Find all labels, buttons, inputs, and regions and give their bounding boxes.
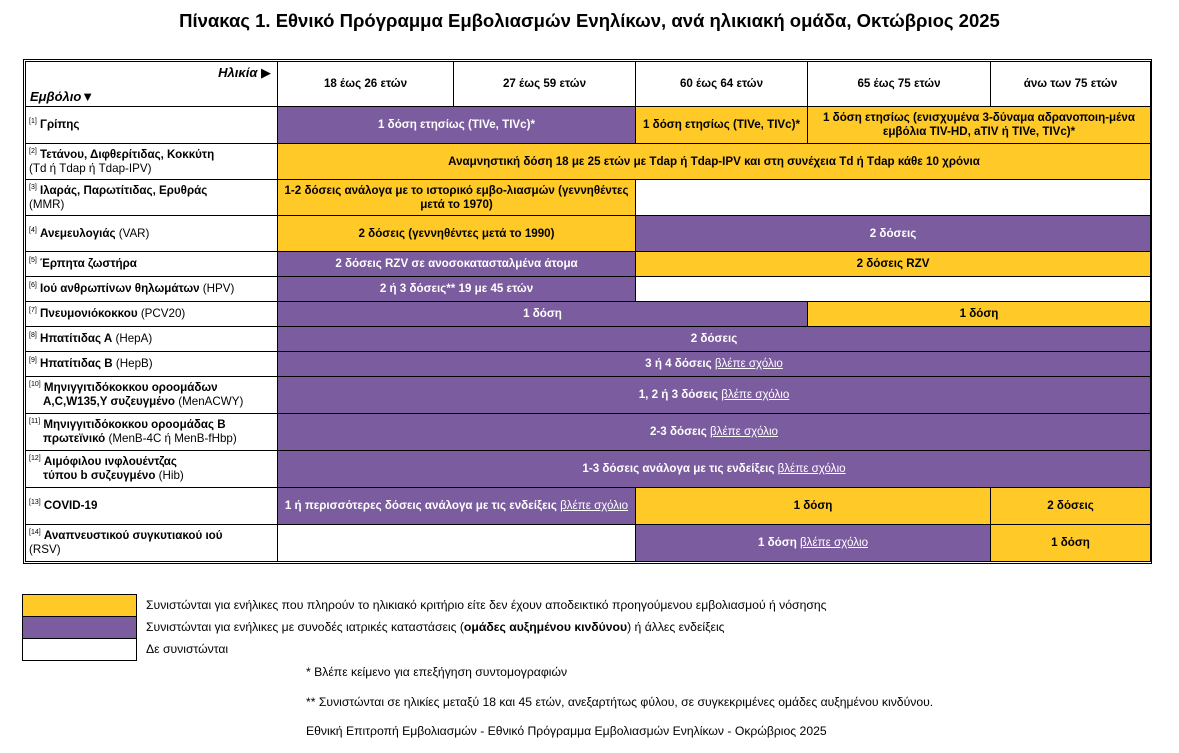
vaccine-name: Γρίπης <box>40 118 80 131</box>
see-comment-link[interactable]: βλέπε σχόλιο <box>560 499 629 512</box>
dose-text: 1 δόση <box>1051 536 1090 549</box>
reference-number: [12] <box>29 455 41 463</box>
schedule-cell <box>636 277 1151 302</box>
dose-text: 2 δόσεις <box>869 226 917 240</box>
schedule-cell <box>278 327 1151 352</box>
vaccine-abbreviation: (HepA) <box>115 332 153 345</box>
vaccination-schedule-table <box>25 61 1151 562</box>
dose-text: 2 δόσεις <box>1047 499 1094 512</box>
vaccine-row <box>26 144 1151 180</box>
reference-number: [1] <box>29 118 37 126</box>
vaccine-name-cell <box>26 377 278 414</box>
schedule-cell <box>636 252 1151 277</box>
schedule-cell <box>808 107 1151 144</box>
age-group-header: 65 έως 75 ετών <box>808 62 991 107</box>
vaccine-abbreviation: (Hib) <box>158 469 184 482</box>
schedule-cell <box>636 107 808 144</box>
schedule-cell <box>278 488 636 525</box>
vaccine-name: Ηπατίτιδας Α <box>40 332 113 345</box>
vaccine-name-cell <box>26 180 278 216</box>
schedule-cell <box>278 180 636 216</box>
dose-text: 2 δόσεις RZV σε ανοσοκατασταλμένα άτομα <box>335 257 578 270</box>
vaccine-name-cell <box>26 252 278 277</box>
vaccine-name: Ιλαράς, Παρωτίτιδας, Ερυθράς <box>40 183 208 197</box>
reference-number: [5] <box>29 257 37 265</box>
see-comment-link[interactable]: βλέπε σχόλιο <box>710 425 778 438</box>
schedule-cell <box>991 488 1151 525</box>
dose-text: 2 δόσεις <box>690 332 738 345</box>
reference-number: [6] <box>29 282 37 290</box>
schedule-cell <box>808 302 1151 327</box>
vaccine-row <box>26 327 1151 352</box>
vaccine-name-cell <box>26 451 278 488</box>
note-hpv: ** Συνιστώνται σε ηλικίες μεταξύ 18 και 45 ετών, ανεξαρτήτως φύλου, σε συγκεκριμένες ομάδες αυξημένου κινδύνου. <box>306 695 934 709</box>
reference-number: [10] <box>29 381 41 389</box>
vaccine-name: Αιμόφιλου ινφλουέντζας <box>43 455 177 468</box>
vaccine-name: Αναπνευστικού συγκυτιακού ιού <box>43 529 223 542</box>
legend-swatch-yellow <box>23 595 137 617</box>
vaccine-row <box>26 377 1151 414</box>
dose-text: 1 δόση <box>523 307 562 320</box>
schedule-cell <box>278 525 636 562</box>
see-comment-link[interactable]: βλέπε σχόλιο <box>721 388 790 401</box>
schedule-cell <box>278 451 1151 488</box>
vaccine-name-cell <box>26 488 278 525</box>
dose-text: 1-2 δόσεις ανάλογα με το ιστορικό εμβο-λιασμών (γεννηθέντες μετά το 1970) <box>284 183 629 211</box>
dose-text: 1-3 δόσεις ανάλογα με τις ενδείξεις <box>582 462 775 475</box>
vaccine-abbreviation: (VAR) <box>118 226 150 240</box>
schedule-cell <box>278 352 1151 377</box>
vaccine-abbreviation: (MenB-4C ή MenB-fHbp) <box>108 432 237 445</box>
reference-number: [11] <box>29 418 41 426</box>
vaccine-name-cont: τύπου b συζευγμένο <box>43 469 156 482</box>
vaccine-name: Ιού ανθρωπίνων θηλωμάτων <box>40 282 200 295</box>
vaccine-row <box>26 414 1151 451</box>
dose-text: 1 ή περισσότερες δόσεις ανάλογα με τις ενδείξεις <box>284 499 557 512</box>
vaccine-name: Πνευμονιόκοκκου <box>40 307 138 320</box>
reference-number: [13] <box>29 499 41 507</box>
schedule-cell <box>991 525 1151 562</box>
age-group-header: 60 έως 64 ετών <box>636 62 808 107</box>
vaccine-abbreviation: (MenACWY) <box>178 395 244 408</box>
see-comment-link[interactable]: βλέπε σχόλιο <box>777 462 846 475</box>
footer-source: Εθνική Επιτροπή Εμβολιασμών - Εθνικό Πρόγραμμα Εμβολιασμών Ενηλίκων - Οκρώβριος 2025 <box>306 724 827 738</box>
vaccine-row <box>26 352 1151 377</box>
vaccine-name: Ανεμευλογιάς <box>40 226 116 240</box>
page-title: Πίνακας 1. Εθνικό Πρόγραμμα Εμβολιασμών Ενηλίκων, ανά ηλικιακή ομάδα, Οκτώβριος 2025 <box>179 10 1000 31</box>
schedule-cell <box>278 414 1151 451</box>
vaccine-row <box>26 180 1151 216</box>
vaccine-row <box>26 107 1151 144</box>
dose-text: Αναμνηστική δόση 18 με 25 ετών με Tdap ή Tdap-IPV και στη συνέχεια Td ή Tdap κάθε 10 χρόνια <box>448 154 980 168</box>
age-group-header: 18 έως 26 ετών <box>278 62 454 107</box>
reference-number: [9] <box>29 357 37 365</box>
schedule-cell <box>278 302 808 327</box>
vaccine-row <box>26 277 1151 302</box>
vaccine-name-cell <box>26 352 278 377</box>
vaccine-name-cell <box>26 277 278 302</box>
schedule-cell <box>636 525 991 562</box>
dose-text: 2 δόσεις (γεννηθέντες μετά το 1990) <box>358 226 555 240</box>
schedule-cell <box>636 180 1151 216</box>
vaccine-row <box>26 525 1151 562</box>
vaccine-name: Ηπατίτιδας Β <box>40 357 113 370</box>
vaccine-row <box>26 451 1151 488</box>
reference-number: [14] <box>29 529 41 537</box>
schedule-cell <box>278 277 636 302</box>
vaccine-name-cell <box>26 107 278 144</box>
schedule-cell <box>636 488 991 525</box>
see-comment-link[interactable]: βλέπε σχόλιο <box>714 357 783 370</box>
legend-swatch-white <box>23 639 137 661</box>
dose-text: 2-3 δόσεις <box>649 425 707 438</box>
vaccine-name-cell <box>26 525 278 562</box>
note-abbreviations: * Βλέπε κείμενο για επεξήγηση συντομογραφιών <box>306 665 568 679</box>
vaccine-abbreviation: (Td ή Tdap ή Tdap-IPV) <box>29 161 152 175</box>
vaccine-name: Έρπητα ζωστήρα <box>40 257 137 270</box>
vaccine-name: Μηνιγγιτιδόκοκκου οροομάδων <box>43 381 218 394</box>
vaccine-row <box>26 488 1151 525</box>
dose-text: 3 ή 4 δόσεις <box>645 357 712 370</box>
age-group-header: άνω των 75 ετών <box>991 62 1151 107</box>
schedule-cell <box>278 107 636 144</box>
legend-text-white: Δε συνιστώνται <box>146 642 229 656</box>
vaccine-name-cell <box>26 302 278 327</box>
age-group-header: 27 έως 59 ετών <box>454 62 636 107</box>
dose-text: 1 δόση <box>793 499 833 512</box>
vaccine-name-cell <box>26 144 278 180</box>
reference-number: [3] <box>29 183 37 191</box>
corner-cell <box>26 62 278 107</box>
schedule-cell <box>278 252 636 277</box>
dose-text: 2 ή 3 δόσεις** 19 με 45 ετών <box>379 282 534 295</box>
vaccine-name-cell <box>26 327 278 352</box>
dose-text: 1 δόση ετησίως (ενισχυμένα 3-δύναμα αδρανοποιη-μένα εμβόλια TIV-HD, aTIV ή TIVe, TIVc)* <box>823 111 1135 138</box>
reference-number: [2] <box>29 147 37 155</box>
vaccine-abbreviation: (PCV20) <box>140 307 186 320</box>
legend-text-yellow: Συνιστώνται για ενήλικες που πληρούν το ηλικιακό κριτήριο είτε δεν έχουν αποδεικτικό προηγούμενου εμβολιασμού ή νόσησης <box>146 598 827 612</box>
vaccine-name-cont: A,C,W135,Y συζευγμένο <box>43 395 176 408</box>
vaccine-name: Τετάνου, Διφθερίτιδας, Κοκκύτη <box>40 147 215 161</box>
legend-swatch-purple <box>23 617 137 639</box>
vaccine-name-cell <box>26 414 278 451</box>
vaccine-abbreviation: (RSV) <box>29 543 61 556</box>
vaccine-row <box>26 302 1151 327</box>
schedule-cell <box>278 377 1151 414</box>
vaccine-name-cont: πρωτεϊνικό <box>43 432 106 445</box>
schedule-cell <box>636 216 1151 252</box>
vaccine-name: COVID-19 <box>43 499 98 512</box>
dose-text: 1 δόση <box>959 307 999 320</box>
vaccine-name: Μηνιγγιτιδόκοκκου οροομάδας Β <box>43 418 226 431</box>
dose-text: 2 δόσεις RZV <box>856 257 930 270</box>
vaccine-row <box>26 216 1151 252</box>
legend-text-purple: Συνιστώνται για ενήλικες με συνοδές ιατρικές καταστάσεις (ομάδες αυξημένου κινδύνου) ή άλλες ενδείξεις <box>146 620 725 634</box>
reference-number: [4] <box>29 226 37 234</box>
dose-text: 1 δόση ετησίως (TIVe, TIVc)* <box>643 118 800 131</box>
see-comment-link[interactable]: βλέπε σχόλιο <box>800 536 869 549</box>
reference-number: [8] <box>29 332 37 340</box>
legend-swatches <box>22 594 137 661</box>
header-row <box>26 62 1151 107</box>
vaccine-axis-label: Εμβόλιο▼ <box>30 89 95 104</box>
schedule-cell <box>278 216 636 252</box>
vaccine-abbreviation: (HepB) <box>115 357 153 370</box>
dose-text: 1, 2 ή 3 δόσεις <box>638 388 719 401</box>
vaccine-abbreviation: (HPV) <box>202 282 235 295</box>
vaccine-name-cell <box>26 216 278 252</box>
vaccine-abbreviation: (MMR) <box>29 197 65 211</box>
schedule-cell <box>278 144 1151 180</box>
dose-text: 1 δόση <box>757 536 801 549</box>
age-axis-label: Ηλικία ▶ <box>218 65 271 80</box>
dose-text: 1 δόση ετησίως (TIVe, TIVc)* <box>378 118 535 131</box>
reference-number: [7] <box>29 307 37 315</box>
vaccine-row <box>26 252 1151 277</box>
